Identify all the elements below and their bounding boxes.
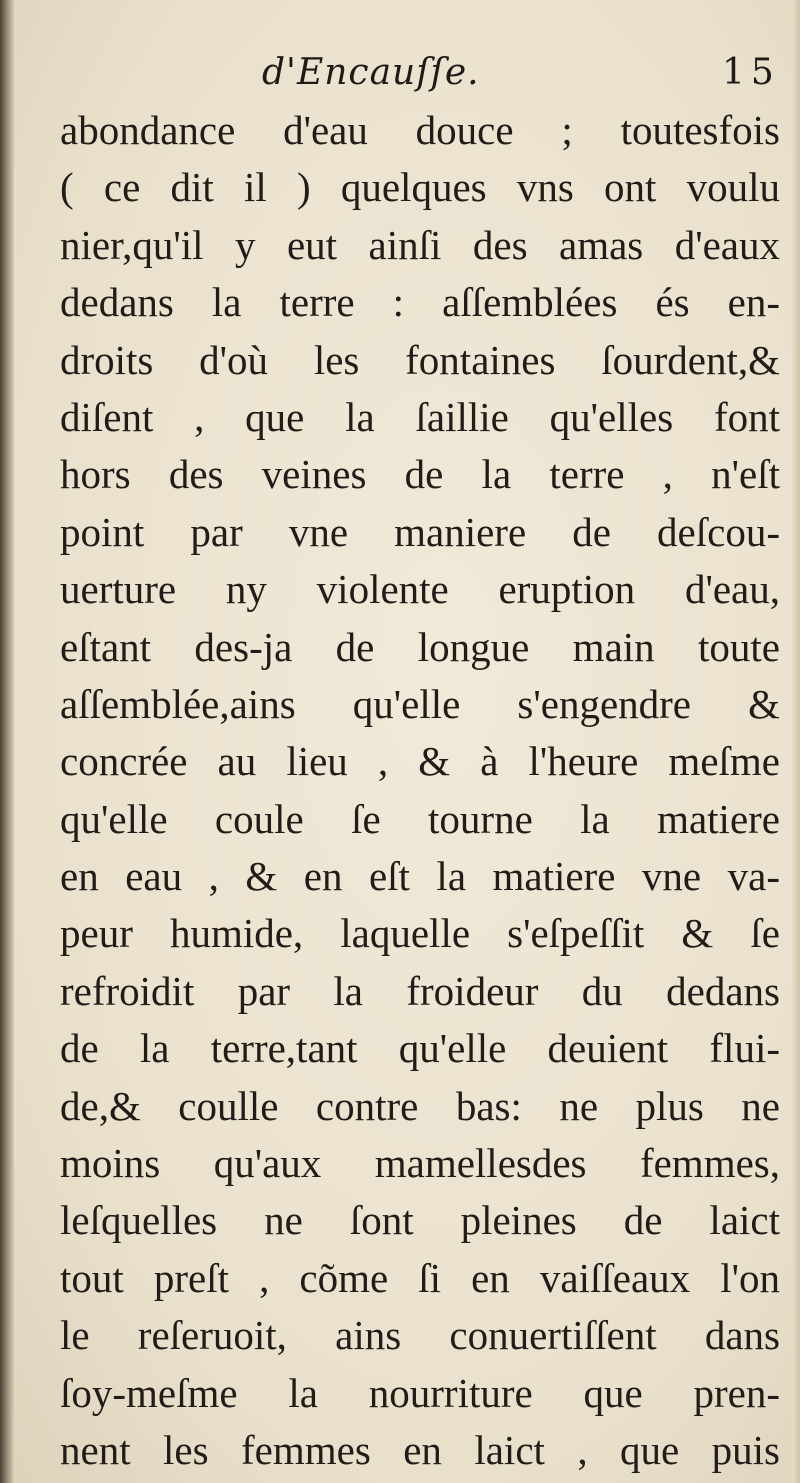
text-line: leſquelles ne ſont pleines de laict	[60, 1197, 780, 1244]
page-number: 15	[722, 52, 780, 93]
text-line: eſtant des-ja de longue main toute	[60, 623, 780, 670]
text-line: droits d'où les fontaines ſourdent,&	[60, 336, 780, 383]
text-line: refroidit par la froideur du dedans	[60, 967, 780, 1014]
text-line: nent les femmes en laict , que puis	[60, 1426, 780, 1473]
text-line: ( ce dit il ) quelques vns ont voulu	[60, 164, 780, 211]
text-line: qu'elle coule ſe tourne la matiere	[60, 795, 780, 842]
text-line: diſent , que la ſaillie qu'elles font	[60, 393, 780, 440]
text-line: moins qu'aux mamellesdes femmes,	[60, 1140, 780, 1187]
text-line: tout preſt , cõme ſi en vaiſſeaux l'on	[60, 1254, 780, 1301]
text-line: de,& coulle contre bas: ne plus ne	[60, 1082, 780, 1129]
text-line: dedans la terre : aſſemblées és en-	[60, 279, 780, 326]
text-line: concrée au lieu , & à l'heure meſme	[60, 738, 780, 785]
text-line: le reſeruoit, ains conuertiſſent dans	[60, 1312, 780, 1359]
text-line: point par vne maniere de deſcou-	[60, 508, 780, 555]
text-line: en eau , & en eſt la matiere vne va-	[60, 853, 780, 900]
text-line: ſoy-meſme la nourriture que pren-	[60, 1369, 780, 1416]
text-line: aſſemblée,ains qu'elle s'engendre &	[60, 680, 780, 727]
running-title: d'Encauſſe.	[262, 52, 480, 93]
text-line: hors des veines de la terre , n'eſt	[60, 451, 780, 498]
text-line: uerture ny violente eruption d'eau,	[60, 566, 780, 613]
page-edge	[792, 0, 800, 1483]
text-line: nier,qu'il y eut ainſi des amas d'eaux	[60, 221, 780, 268]
body-text	[60, 102, 780, 1479]
text-line: de la terre,tant qu'elle deuient flui-	[60, 1025, 780, 1072]
page-binding-shadow	[0, 0, 14, 1483]
text-line: peur humide, laquelle s'eſpeſſit & ſe	[60, 910, 780, 957]
running-head	[0, 52, 800, 108]
text-line: abondance d'eau douce ; toutesfois	[60, 107, 780, 153]
